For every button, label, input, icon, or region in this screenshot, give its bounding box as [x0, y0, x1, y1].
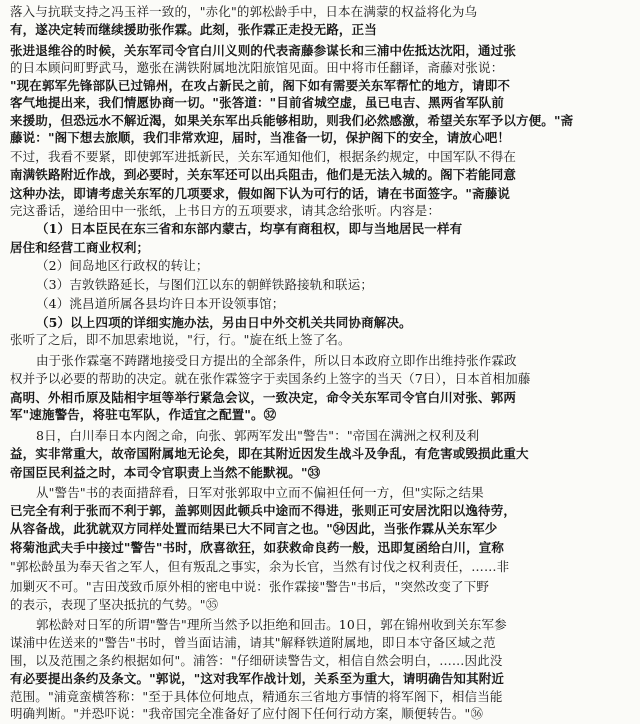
text-line: 从"警告"书的表面措辞看，日军对张郭取中立而不偏袒任何一方，但"实际之结果	[36, 485, 484, 500]
text-line: 落入与抗联支持之冯玉祥一致的，"赤化"的郭松龄手中，日本在满蒙的权益将化为乌	[10, 4, 478, 19]
text-line: "郭松龄虽为奉天省之军人，但有叛乱之事实，余为长官，当然有讨伐之权利责任，……非	[10, 559, 510, 574]
text-line: 来援助，但恐远水不解近渴，如果关东军出兵能够相助，则我们必然感激，希望关东军予以方便。"斋	[10, 113, 574, 128]
text-line: 张进退维谷的时候，关东军司令官白川义则的代表斋藤参谋长和三浦中佐抵达沈阳，通过张	[10, 43, 517, 58]
text-line: 已完全有利于张而不利于郭，盖郭则因此顿兵中途而不得进，张则正可安居沈阳以逸待劳，	[10, 503, 517, 518]
text-line: 高明、外相币原及陆相宇垣等举行紧急会议，一致决定，命令关东军司令官白川对张、郭两	[10, 390, 517, 405]
text-line: 将菊池武夫手中接过"警告"书时，欣喜欲狂，如获救命良药一般，迅即复函给白川，宣称	[10, 540, 505, 555]
list-item: （2）间岛地区行政权的转让；	[36, 258, 209, 273]
text-line: 围，以及范围之条约根据如何"。浦答："仔细研读警告文，相信自然会明白，……因此没	[10, 653, 503, 668]
text-line: 从容备战，此犹就双方同样处置而结果已大不同言之也。"㉞因此，当张作霖从关东军少	[10, 521, 498, 536]
text-line: 南满铁路附近作战，到必要时，关东军还可以出兵阻击，他们是无法入城的。阁下若能同意	[10, 167, 517, 182]
text-line: 藤说："阁下想去旅顺，我们非常欢迎，届时，当准备一切，保护阁下的安全，请放心吧！	[10, 130, 511, 145]
text-line: 由于张作霖毫不踌躇地接受日方提出的全部条件，所以日本政府立即作出维持张作霖政	[36, 353, 517, 368]
text-line: 张听了之后，即不加思索地说，"行，行。"旋在纸上签了名。	[10, 332, 351, 347]
text-line: 的日本顾问町野武马，邀张在满铁附属地沈阳旅馆见面。田中将市任翻译，斋藤对张说：	[10, 60, 504, 75]
text-line: 明确判断。"并恐吓说："我帝国完全准备好了应付阁下任何行动方案，顺便转告。"㊱	[10, 706, 484, 721]
text-line: 益，实非常重大，故帝国附属地无论矣，即在其附近因发生战斗及争乱，有危害或毁损此重大	[10, 446, 529, 461]
text-line: "现在郭军先锋部队已过锦州，在攻占新民之前，阁下如有需要关东军帮忙的地方，请即不	[10, 78, 511, 93]
text-line: 完这番话，递给田中一张纸，上书日方的五项要求，请其念给张听。内容是：	[10, 203, 441, 218]
text-line: 8日，白川奉日本内阁之命，向张、郭两军发出"警告"："帝国在满洲之权利及利	[36, 428, 480, 443]
text-line: 有必要提出条约及条文。"郭说，"这对我军作战计划，关系至为重大，请明确告知其附近	[10, 671, 505, 686]
text-line: 谋浦中佐送来的"警告"书时，曾当面诘浦，请其"解释铁道附属地，即日本守备区域之范	[10, 635, 496, 650]
text-line: 加剿灭不可。"吉田茂致币原外相的密电中说：张作霖接"警告"书后，"突然改变了下野	[10, 579, 489, 594]
text-line: 不过，我看不要紧，即使郭军进抵新民，关东军通知他们，根据条约规定，中国军队不得在	[10, 149, 517, 164]
text-line: 客气地提出来，我们情愿协商一切。"张答道："目前省城空虚，虽已电吉、黑两省军队前	[10, 95, 505, 110]
list-item: （5）以上四项的详细实施办法，另由日中外交机关共同协商解决。	[36, 315, 412, 330]
text-line: 郭松龄对日军的所谓"警告"理所当然予以拒绝和回击。10日，郭在锦州收到关东军参	[36, 617, 507, 632]
text-line: 帝国臣民利益之时，本司令官职责上当然不能默视。"㉝	[10, 465, 321, 480]
text-line: 权并予以必要的帮助的决定。就在张作霖签字于卖国条约上签字的当天（7日），日本首相加藤	[10, 371, 531, 386]
text-line: 这种办法，即请考虑关东军的几项要求，假如阁下认为可行的话，请在书面签字。"斋藤说	[10, 186, 511, 201]
text-line: 的表示，表现了坚决抵抗的气势。"㉟	[10, 597, 219, 612]
list-item-continued: 居住和经营工商业权利；	[10, 240, 150, 255]
text-line: 范围。"浦竟蛮横答称："至于具体位何地点，精通东三省地方事情的将军阁下，相信当能	[10, 689, 503, 704]
list-item: （1）日本臣民在东三省和东部内蒙古，均享有商租权，即与当地居民一样有	[36, 221, 463, 236]
text-line: 军"速施警告，将驻屯军队，作适宜之配置"。㉜	[10, 407, 277, 422]
text-line: 有，遂决定转而继续援助张作霖。此刻，张作霖正走投无路，正当	[10, 22, 377, 37]
list-item: （4）洮昌道所属各县均许日本开设领事馆；	[36, 296, 285, 311]
list-item: （3）吉敦铁路延长，与图们江以东的朝鲜铁路接轨和联运；	[36, 277, 374, 292]
